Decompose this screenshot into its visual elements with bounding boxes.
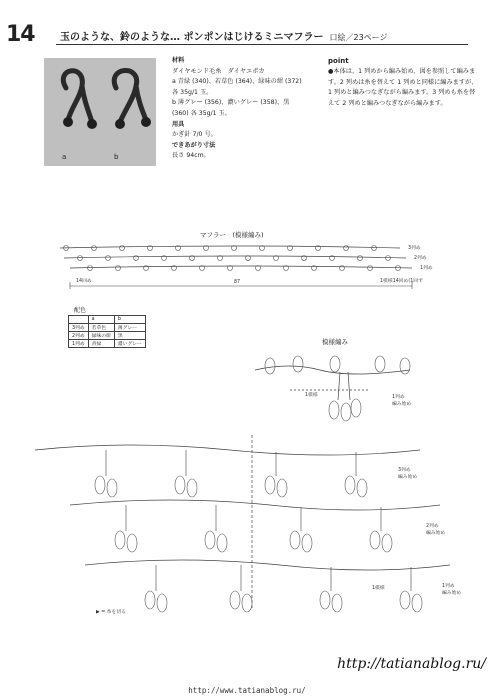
color-table-header-cell: a xyxy=(88,316,114,324)
muffler-diagram-title: マフラー (模様編み) xyxy=(200,231,264,239)
point-section xyxy=(328,56,478,110)
large-legend: ▶ = 糸を切る xyxy=(96,610,126,615)
table-cell: 濃いグレー xyxy=(114,339,145,347)
table-cell: 3列め xyxy=(69,323,89,331)
muffler-left-size: 14回め xyxy=(76,279,92,284)
muffler-row1-label: 1列め xyxy=(420,266,433,271)
scarf-a-shape xyxy=(63,71,92,122)
photo-reference: 口絵／23ページ xyxy=(329,33,388,42)
materials-section xyxy=(172,56,302,162)
color-table xyxy=(68,315,146,348)
yarn-amount-a: 各 35g/1 玉。 xyxy=(172,88,213,96)
photo-label-a: a xyxy=(62,153,67,161)
large-row2-label: 2列め 編み始め xyxy=(426,524,446,536)
table-cell: 黒 xyxy=(114,331,145,339)
large-row3-chain xyxy=(35,445,420,455)
page-number: 14 xyxy=(6,22,35,47)
table-cell: 若草色 xyxy=(88,323,114,331)
color-table-header-cell xyxy=(69,316,89,324)
row3-chain xyxy=(60,246,400,248)
yarn-amount-b: (360) 各 35g/1 玉。 xyxy=(172,109,231,117)
size-text: 長さ 94cm。 xyxy=(172,152,210,160)
pattern-small-repeat-label: 1模様 xyxy=(305,393,318,398)
table-row xyxy=(69,331,146,339)
pattern-small-diagram xyxy=(250,350,420,430)
table-cell: 緑味の紺 xyxy=(88,331,114,339)
pattern-large-diagram xyxy=(30,430,450,620)
table-row xyxy=(69,339,146,347)
size-heading: できあがり寸法 xyxy=(172,141,216,149)
large-row3-label: 3列め 編み始め xyxy=(398,468,418,480)
yarn-colors-a: a 青緑 (340)、若草色 (364)、緑味の紺 (372) xyxy=(172,78,302,86)
watermark: http://tatianablog.ru/ xyxy=(337,656,486,672)
product-photo xyxy=(44,58,156,166)
large-pompoms xyxy=(95,476,422,612)
color-table-heading: 配色 xyxy=(74,307,87,314)
photo-label-b: b xyxy=(114,153,119,161)
tools-heading: 用具 xyxy=(172,120,185,128)
muffler-row2-label: 2列め xyxy=(414,256,427,261)
small-stem xyxy=(338,372,350,400)
color-table-header-cell: b xyxy=(114,316,145,324)
footer-url: http://www.tatianablog.ru/ xyxy=(188,686,306,695)
scarf-photo-image xyxy=(44,58,156,166)
title-text: 玉のような、鈴のような… ポンポンはじけるミニマフラー xyxy=(60,32,324,43)
point-text: ●本体は、1 列めから編み始め、図を参照して編みます。2 列めは糸を替えて 1 列めと同様に編みますが、1 列めと編みつなぎながら編みます。3 列めも糸を替えて 2 列めと編みつなぎながら編みます。 xyxy=(328,67,478,108)
row1-chain xyxy=(70,266,412,268)
table-row xyxy=(69,323,146,331)
pattern-small-start-label: 1列め 編み始め xyxy=(392,395,412,407)
large-row2-chain xyxy=(70,500,440,510)
tools-text: かぎ針 7/0 号。 xyxy=(172,131,217,139)
page-title xyxy=(60,28,388,43)
large-repeat-label: 1模様 xyxy=(372,586,385,591)
table-cell: 薄グレー xyxy=(114,323,145,331)
point-heading: point xyxy=(328,57,349,65)
yarn-colors-b: b 薄グレー (356)、濃いグレー (358)、黒 xyxy=(172,99,290,107)
table-cell: 2列め xyxy=(69,331,89,339)
row2-chain xyxy=(64,256,406,258)
materials-heading: 材料 xyxy=(172,57,185,64)
pattern-small-title: 模様編み xyxy=(322,338,348,346)
title-rule xyxy=(56,44,468,45)
muffler-length: 87 xyxy=(234,280,241,285)
muffler-row3-label: 3列め xyxy=(408,246,421,251)
table-cell: 青緑 xyxy=(88,339,114,347)
small-chain-row xyxy=(255,366,410,374)
yarn-name: ダイヤモンド毛糸 ダイヤエポカ xyxy=(172,67,265,75)
large-row1-label: 1列め 編み始め xyxy=(442,584,462,596)
table-cell: 1列め xyxy=(69,339,89,347)
large-row1-chain xyxy=(85,560,450,570)
muffler-right-size: 1模様14回め(1回ず xyxy=(380,279,423,284)
scarf-b-shape xyxy=(114,70,146,122)
color-table-header xyxy=(69,316,146,324)
